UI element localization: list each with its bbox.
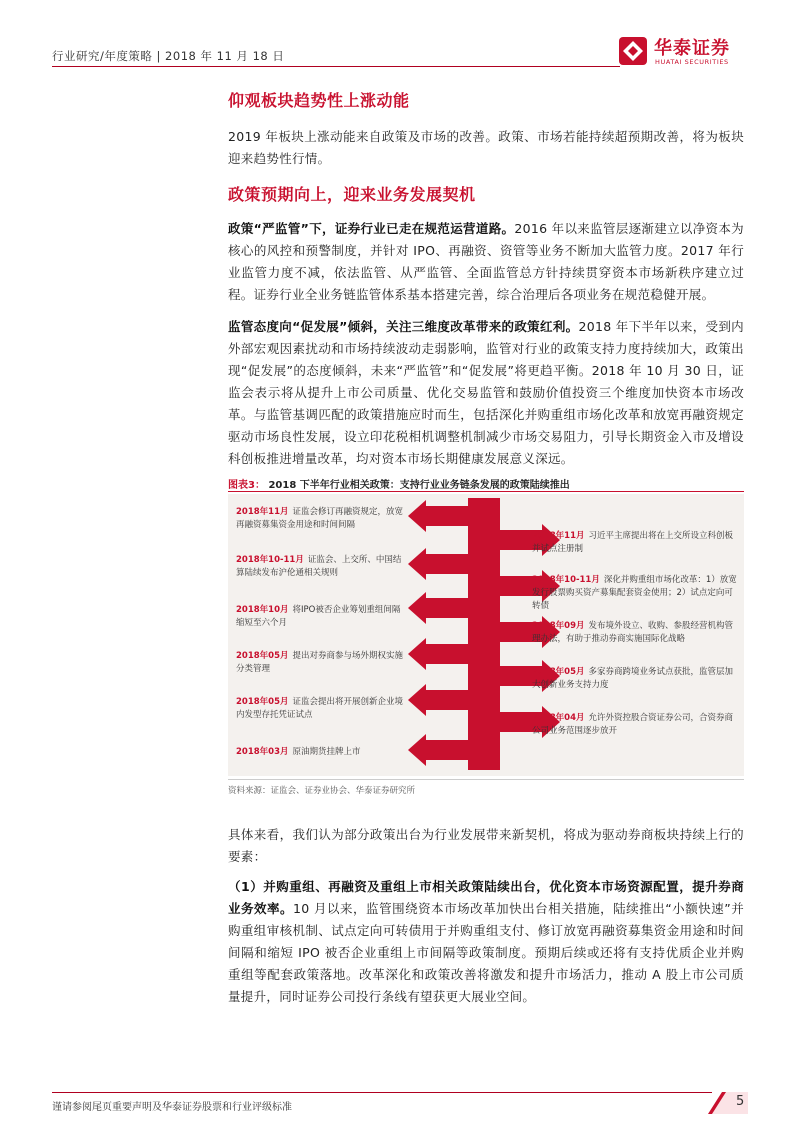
paragraph-body: 10 月以来，监管围绕资本市场改革加快出台相关措施，陆续推出“小额快速”并购重组审核机制、试点定向可转债用于并购重组支付、修订放宽再融资募集资金用途和时间间隔和缩短 IPO 被否企业重组上市间隔等政策制度。预期后续或还将有支持优质企业并购重组等配套政策落地。改革深化和政策改善将激发和提升市场活力，推动 A 股上市公司质量提升，同时证券公司投行条线有望获更大展业空间。 xyxy=(228,901,744,1004)
section-heading: 政策预期向上，迎来业务发展契机 xyxy=(228,185,476,204)
logo-chinese-name: 华泰证券 xyxy=(654,38,730,59)
event-date: 2018年05月 xyxy=(236,651,289,661)
figure-title: 2018 下半年行业相关政策：支持行业业务链条发展的政策陆续推出 xyxy=(268,480,570,491)
paragraph-body: 2018 年下半年以来，受到内外部宏观因素扰动和市场持续波动走弱影响，监管对行业的政策支持力度持续加大，政策出现“促发展”的态度倾斜，未来“严监管”和“促发展”将更趋平衡。2018 年 10 月 30 日，证监会表示将从提升上市公司质量、优化交易监管和鼓励价值投资三个维度加快资本市场改革。与监管基调匹配的政策措施应时而生，包括深化并购重组市场化改革和放宽再融资规定驱动市场良性发展，设立印花税相机调整机制减少市场交易阻力，引导长期资金入市及增设科创板推进增量改革，均对资本市场长期健康发展意义深远。 xyxy=(228,319,744,466)
timeline-event xyxy=(236,554,408,580)
logo-english-name: HUATAI SECURITIES xyxy=(655,58,729,66)
page-header xyxy=(0,0,793,80)
event-date: 2018年03月 xyxy=(236,747,289,757)
event-date: 2018年10月 xyxy=(236,605,289,615)
event-date: 2018年11月 xyxy=(532,531,585,541)
page-number: 5 xyxy=(736,1094,745,1109)
figure-caption xyxy=(228,476,744,491)
logo-mark-icon xyxy=(618,36,648,66)
paragraph-body: 2016 年以来监管层逐渐建立以净资本为核心的风控和预警制度，并针对 IPO、再融资、资管等业务不断加大监管力度。2017 年行业监管力度不减，依法监管、从严监管、全面监管总方针持续贯穿资本市场新秩序建立过程。证券行业全业务链监管体系基本搭建完善，综合治理后各项业务在规范稳健开展。 xyxy=(228,221,744,302)
event-text: 深化并购重组市场化改革：1）放宽发行股票购买资产募集配套资金使用；2）试点定向可转债 xyxy=(532,575,737,611)
event-date: 2018年10-11月 xyxy=(236,555,304,565)
timeline-event xyxy=(532,620,738,646)
paragraph-lead: 政策“严监管”下，证券行业已走在规范运营道路。 xyxy=(228,221,515,236)
paragraph: 2019 年板块上涨动能来自政策及市场的改善。政策、市场若能持续超预期改善，将为板块迎来趋势性行情。 xyxy=(228,129,744,166)
event-text: 提出对券商参与场外期权实施分类管理 xyxy=(236,651,404,674)
footer-disclaimer: 谨请参阅尾页重要声明及华泰证券股票和行业评级标准 xyxy=(52,1102,292,1113)
event-text: 将IPO被否企业筹划重组间隔缩短至六个月 xyxy=(236,605,401,628)
event-date: 2018年11月 xyxy=(236,507,289,517)
event-date: 2018年09月 xyxy=(532,621,585,631)
figure-label: 图表3： xyxy=(228,480,265,491)
event-date: 2018年04月 xyxy=(532,713,585,723)
timeline-event xyxy=(236,604,408,630)
event-text: 发布境外设立、收购、参股经营机构管理办法，有助于推动券商实施国际化战略 xyxy=(532,621,734,644)
paragraph-lead: （1）并购重组、再融资及重组上市相关政策陆续出台，优化资本市场资源配置，提升券商业务效率。 xyxy=(228,879,744,916)
event-date: 2018年10-11月 xyxy=(532,575,600,585)
event-date: 2018年05月 xyxy=(532,667,585,677)
header-divider xyxy=(52,66,620,67)
section-heading: 仰观板块趋势性上涨动能 xyxy=(228,91,410,110)
timeline-event xyxy=(532,712,738,738)
timeline-event xyxy=(236,506,408,532)
timeline-event xyxy=(532,666,738,692)
timeline-event xyxy=(236,696,408,722)
timeline-event xyxy=(532,530,738,556)
paragraph-lead: 监管态度向“促发展”倾斜，关注三维度改革带来的政策红利。 xyxy=(228,319,579,334)
event-text: 习近平主席提出将在上交所设立科创板并试点注册制 xyxy=(532,531,734,554)
policy-timeline-diagram xyxy=(228,494,744,776)
paragraph xyxy=(228,218,744,306)
paragraph xyxy=(228,876,744,1008)
company-logo xyxy=(618,36,748,72)
timeline-event xyxy=(236,746,408,759)
event-text: 多家券商跨境业务试点获批，监管层加大创新业务支持力度 xyxy=(532,667,734,690)
event-date: 2018年05月 xyxy=(236,697,289,707)
event-text: 原油期货挂牌上市 xyxy=(292,747,361,757)
timeline-event xyxy=(532,574,738,613)
event-text: 证监会、上交所、中国结算陆续发布沪伦通相关规则 xyxy=(236,555,402,578)
figure-divider xyxy=(228,491,744,492)
timeline-event xyxy=(236,650,408,676)
paragraph xyxy=(228,316,744,470)
event-text: 允许外资控股合资证券公司，合资券商公司业务范围逐步放开 xyxy=(532,713,734,736)
figure-source: 资料来源：证监会、证券业协会、华泰证券研究所 xyxy=(228,786,416,796)
paragraph: 具体来看，我们认为部分政策出台为行业发展带来新契机，将成为驱动券商板块持续上行的要素： xyxy=(228,827,744,864)
footer-divider xyxy=(52,1092,712,1093)
event-text: 证监会提出将开展创新企业境内发型存托凭证试点 xyxy=(236,697,404,720)
header-text: 行业研究/年度策略 | 2018 年 11 月 18 日 xyxy=(52,49,285,63)
event-text: 证监会修订再融资规定，放宽再融资募集资金用途和时间间隔 xyxy=(236,507,404,530)
source-divider xyxy=(228,779,744,780)
